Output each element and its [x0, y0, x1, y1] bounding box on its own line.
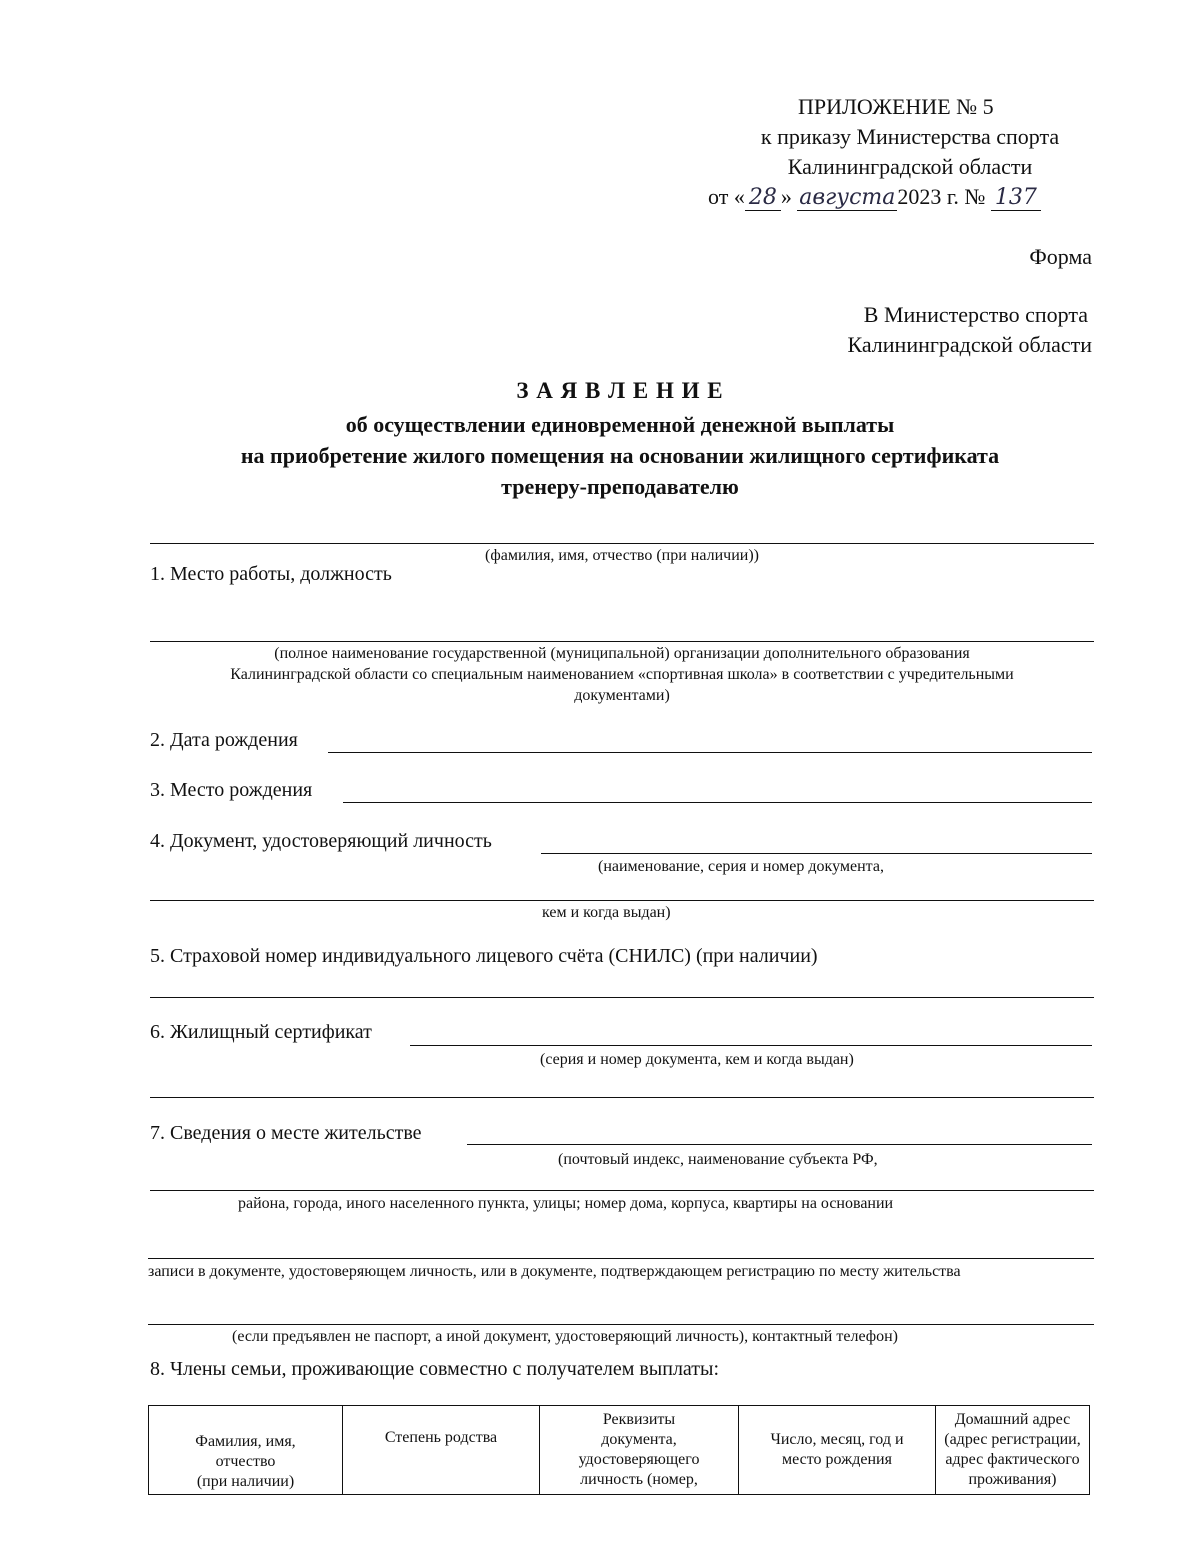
col-document-line-3: удостоверяющего	[578, 1451, 700, 1468]
field-7-hint-4: (если предъявлен не паспорт, а иной документ, удостоверяющий личность), контактный телефон)	[232, 1328, 898, 1345]
col-relation	[343, 1406, 540, 1495]
fio-line[interactable]	[150, 543, 1094, 544]
order-line-2: Калининградской области	[787, 154, 1033, 179]
col-birth-line-2: место рождения	[782, 1451, 892, 1468]
field-8-label: 8. Члены семьи, проживающие совместно с получателем выплаты:	[150, 1358, 720, 1380]
order-date-line	[708, 184, 1041, 211]
date-mid: »	[780, 184, 792, 209]
family-members-table	[148, 1405, 1090, 1495]
field-6-hint: (серия и номер документа, кем и когда выдан)	[540, 1051, 854, 1068]
field-7-line-3[interactable]	[148, 1258, 1094, 1259]
col-fio-line-2: отчество	[215, 1453, 276, 1470]
appendix-number: ПРИЛОЖЕНИЕ № 5	[798, 94, 994, 119]
field-7-line[interactable]	[467, 1144, 1092, 1145]
title-line-1: об осуществлении единовременной денежной выплаты	[345, 412, 895, 437]
field-6-line[interactable]	[410, 1045, 1092, 1046]
field-4-hint-2: кем и когда выдан)	[542, 904, 671, 921]
col-address-line-4: проживания)	[968, 1471, 1057, 1488]
field-4-line[interactable]	[541, 853, 1092, 854]
field-6-label: 6. Жилищный сертификат	[150, 1021, 372, 1043]
field-7-hint-1: (почтовый индекс, наименование субъекта РФ,	[558, 1151, 878, 1168]
field-4-hint-1: (наименование, серия и номер документа,	[598, 858, 884, 875]
field-7-label: 7. Сведения о месте жительстве	[150, 1122, 422, 1144]
col-birth	[739, 1406, 936, 1495]
field-7-line-4[interactable]	[148, 1324, 1094, 1325]
field-6-line-2[interactable]	[150, 1097, 1094, 1098]
document-heading: З А Я В Л Е Н И Е	[516, 378, 724, 403]
field-5-line[interactable]	[150, 997, 1094, 998]
addressee-line-1: В Министерство спорта	[863, 302, 1088, 327]
col-document-line-1: Реквизиты	[602, 1411, 676, 1428]
col-fio-line-1: Фамилия, имя,	[195, 1433, 296, 1450]
col-document	[540, 1406, 739, 1495]
field-2-label: 2. Дата рождения	[150, 729, 298, 751]
col-address	[936, 1406, 1090, 1495]
field-1-hint-2: Калининградской области со специальным наименованием «спортивная школа» в соответствии с учредительными	[230, 666, 1014, 683]
col-address-line-2: (адрес регистрации,	[944, 1431, 1081, 1448]
col-address-line-1: Домашний адрес	[954, 1411, 1071, 1428]
field-7-hint-2: района, города, иного населенного пункта, улицы; номер дома, корпуса, квартиры на основании	[238, 1195, 894, 1212]
order-number-handwritten: 137	[991, 185, 1041, 211]
field-7-line-2[interactable]	[150, 1190, 1094, 1191]
field-1-line[interactable]	[150, 641, 1094, 642]
date-prefix: от «	[708, 184, 745, 209]
field-4-label: 4. Документ, удостоверяющий личность	[150, 830, 492, 852]
addressee-line-2: Калининградской области	[847, 332, 1092, 357]
date-day-handwritten: 28	[745, 185, 781, 211]
table-header-row	[149, 1406, 1090, 1495]
date-year: 2023 г. №	[897, 184, 986, 209]
field-4-line-2[interactable]	[150, 900, 1094, 901]
field-1-hint-3: документами)	[574, 687, 670, 704]
field-7-hint-3: записи в документе, удостоверяющем личность, или в документе, подтверждающем регистрацию по месту жительства	[148, 1263, 961, 1280]
field-3-line[interactable]	[343, 802, 1092, 803]
col-address-line-3: адрес фактического	[945, 1451, 1080, 1468]
title-line-3: тренеру-преподавателю	[501, 474, 739, 499]
field-1-hint-1: (полное наименование государственной (муниципальной) организации дополнительного образования	[274, 645, 970, 662]
col-fio-line-3: (при наличии)	[196, 1473, 295, 1490]
col-document-line-2: документа,	[601, 1431, 677, 1448]
field-2-line[interactable]	[328, 752, 1092, 753]
field-1-label: 1. Место работы, должность	[150, 563, 392, 585]
col-document-line-4: личность (номер,	[580, 1471, 698, 1488]
field-3-label: 3. Место рождения	[150, 779, 313, 801]
col-birth-line-1: Число, месяц, год и	[770, 1431, 904, 1448]
field-5-label: 5. Страховой номер индивидуального лицевого счёта (СНИЛС) (при наличии)	[150, 945, 818, 967]
form-label: Форма	[1029, 244, 1092, 269]
title-line-2: на приобретение жилого помещения на основании жилищного сертификата	[240, 443, 1000, 468]
col-relation-line-1: Степень родства	[384, 1429, 498, 1446]
col-fio	[149, 1406, 343, 1495]
order-line-1: к приказу Министерства спорта	[760, 124, 1060, 149]
fio-hint: (фамилия, имя, отчество (при наличии))	[485, 547, 759, 564]
date-month-handwritten: августа	[799, 185, 896, 210]
